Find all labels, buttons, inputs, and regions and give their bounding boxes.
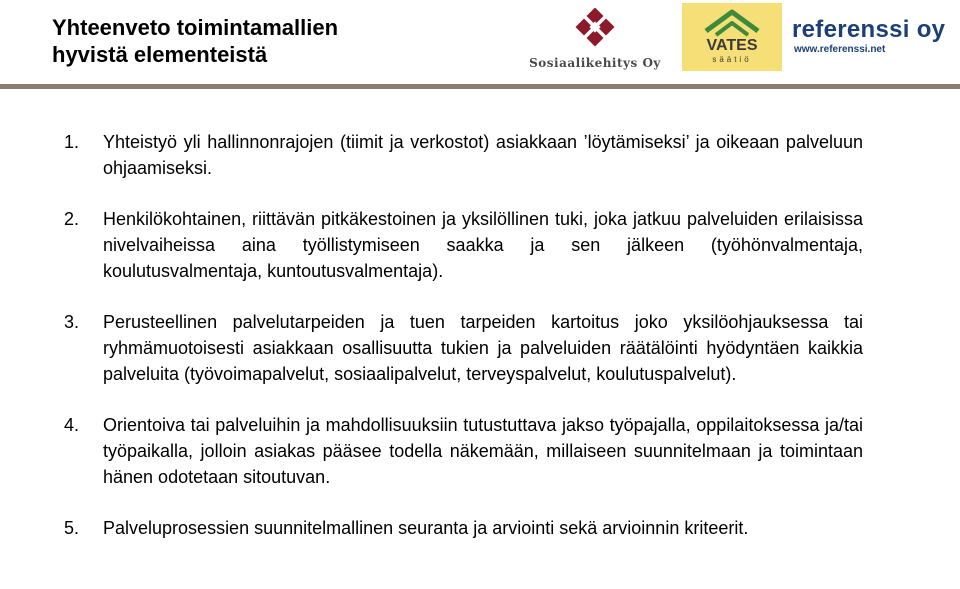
list-item-number: 1. bbox=[64, 132, 80, 152]
vates-logo bbox=[682, 3, 782, 71]
referenssi-logo bbox=[792, 16, 952, 56]
referenssi-logo-url: www.referenssi.net bbox=[794, 44, 886, 55]
slide-title bbox=[52, 14, 338, 68]
title-line-2: hyvistä elementeistä bbox=[52, 42, 268, 67]
referenssi-logo-text: referenssi oy bbox=[792, 16, 946, 43]
house-roof-icon bbox=[704, 9, 760, 37]
header-divider bbox=[0, 84, 960, 89]
title-line-1: Yhteenveto toimintamallien bbox=[52, 15, 339, 40]
sosiaalikehitys-logo bbox=[528, 8, 662, 74]
list-item-text: Palveluprosessien suunnitelmallinen seuranta ja arviointi sekä arvioinnin kriteerit. bbox=[103, 518, 749, 538]
list-item-text: Perusteellinen palvelutarpeiden ja tuen tarpeiden kartoitus joko yksilöohjauksessa tai ryhmämuotoisesti asiakkaan osallisuutta tukien ja palveluiden räätälöinti hyödyntäen kaikkia palveluita (työvoimapalvelut, sosiaalipalvelut, terveyspalvelut, koulutuspalvelut). bbox=[103, 312, 863, 384]
list-item bbox=[64, 206, 863, 284]
vates-logo-text: VATES bbox=[706, 37, 758, 54]
list-item-number: 5. bbox=[64, 518, 80, 538]
list-item bbox=[64, 515, 863, 541]
list-item bbox=[64, 309, 863, 387]
list-item-number: 4. bbox=[64, 415, 80, 435]
slide-header bbox=[0, 0, 960, 86]
list-item bbox=[64, 412, 863, 490]
list-item bbox=[64, 129, 863, 181]
list-item-text: Henkilökohtainen, riittävän pitkäkestoinen ja yksilöllinen tuki, joka jatkuu palveluiden erilaisissa nivelvaiheissa aina työllistymiseen saakka ja sen jälkeen (työhönvalmentaja, koulutusvalmentaja, kuntoutusvalmentaja). bbox=[103, 209, 863, 281]
list-item-text: Yhteistyö yli hallinnonrajojen (tiimit ja verkostot) asiakkaan ’löytämiseksi’ ja oikeaan palveluun ohjaamiseksi. bbox=[103, 132, 863, 178]
diamond-cluster-icon bbox=[570, 8, 620, 54]
sosiaalikehitys-logo-text: Sosiaalikehitys Oy bbox=[529, 56, 661, 70]
elements-list bbox=[64, 129, 863, 541]
list-item-number: 3. bbox=[64, 312, 80, 332]
list-item-text: Orientoiva tai palveluihin ja mahdollisuuksiin tutustuttava jakso työpajalla, oppilaitoksessa ja/tai työpaikalla, jolloin asiakas pääsee todella näkemään, millaiseen suunnitelmaan ja toimintaan hänen odotetaan sitoutuvan. bbox=[103, 415, 863, 487]
vates-logo-subtext: säätiö bbox=[712, 55, 752, 64]
list-item-number: 2. bbox=[64, 209, 80, 229]
